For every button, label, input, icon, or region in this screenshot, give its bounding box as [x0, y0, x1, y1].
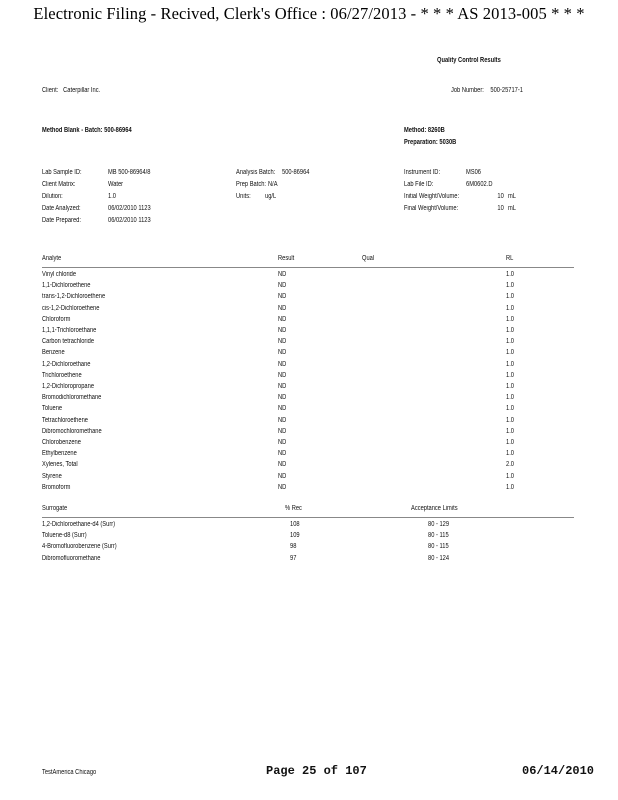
analyte-result: ND [278, 360, 287, 368]
meta-label: Client Matrix: [42, 181, 76, 188]
analyte-result: ND [278, 327, 287, 334]
analyte-result: ND [278, 439, 287, 446]
analyte-result: ND [278, 282, 287, 290]
analyte-name: Chlorobenzene [42, 439, 81, 446]
analyte-rl: 1.0 [506, 349, 514, 357]
meta-value: 1.0 [108, 193, 116, 200]
analyte-name: 1,2-Dichloropropane [42, 383, 95, 390]
meta-label: Analysis Batch: [236, 169, 276, 176]
column-header-rl: RL [506, 255, 514, 262]
analyte-rl: 1.0 [506, 439, 514, 446]
meta-value: 10 [497, 193, 504, 200]
surrogate-limits: 80 - 115 [428, 543, 449, 551]
analyte-name: trans-1,2-Dichloroethene [42, 293, 106, 301]
column-header-qual: Qual [362, 255, 375, 262]
surrogate-name: Toluene-d8 (Surr) [42, 532, 87, 540]
analyte-rl: 1.0 [506, 327, 514, 334]
column-header-acceptance-limits: Acceptance Limits [411, 505, 458, 512]
job-number-label: Job Number: [451, 87, 484, 94]
surrogate-name: 4-Bromofluorobenzene (Surr) [42, 543, 117, 551]
analyte-rl: 2.0 [506, 461, 514, 469]
analyte-rl: 1.0 [506, 427, 514, 435]
analyte-result: ND [278, 315, 287, 323]
analyte-rl: 1.0 [506, 416, 514, 424]
analyte-rl: 1.0 [506, 394, 514, 402]
meta-unit: mL [508, 205, 516, 212]
meta-value: 06/02/2010 1123 [108, 205, 151, 212]
table-header-rule [42, 267, 574, 268]
analyte-result: ND [278, 371, 287, 379]
analyte-name: Trichloroethene [42, 371, 82, 379]
meta-value: MB 500-86964/8 [108, 169, 151, 176]
client-field [42, 87, 100, 94]
analyte-rl: 1.0 [506, 405, 514, 413]
client-value: Caterpillar Inc. [63, 87, 101, 94]
report-title: Quality Control Results [437, 57, 501, 64]
analyte-name: Vinyl chloride [42, 271, 77, 278]
analyte-result: ND [278, 472, 287, 480]
meta-label: Initial Weight/Volume: [404, 193, 460, 200]
analyte-result: ND [278, 338, 287, 346]
analyte-name: Dibromochloromethane [42, 427, 102, 435]
analyte-name: Chloroform [42, 315, 71, 323]
analyte-result: ND [278, 450, 287, 458]
analyte-name: 1,2-Dichloroethane [42, 360, 91, 368]
preparation: Preparation: 5030B [404, 139, 457, 146]
analyte-result: ND [278, 483, 287, 491]
footer-lab-name: TestAmerica Chicago [42, 769, 97, 776]
analyte-name: Carbon tetrachloride [42, 338, 95, 346]
client-label: Client: [42, 87, 59, 94]
surrogate-limits: 80 - 129 [428, 521, 450, 528]
column-header-rec: % Rec [285, 505, 302, 512]
analyte-name: Xylenes, Total [42, 461, 78, 469]
analyte-rl: 1.0 [506, 383, 514, 390]
analyte-rl: 1.0 [506, 360, 514, 368]
column-header-analyte: Analyte [42, 255, 62, 262]
analyte-name: 1,1-Dichloroethene [42, 282, 91, 290]
meta-label: Date Prepared: [42, 217, 81, 224]
analyte-name: 1,1,1-Trichloroethane [42, 327, 97, 334]
meta-label: Lab Sample ID: [42, 169, 82, 176]
analyte-rl: 1.0 [506, 315, 514, 323]
analyte-rl: 1.0 [506, 282, 514, 290]
analyte-name: cis-1,2-Dichloroethene [42, 304, 100, 312]
meta-value: 6M0602.D [466, 181, 493, 188]
analyte-result: ND [278, 394, 287, 402]
analyte-name: Tetrachloroethene [42, 416, 88, 424]
meta-label: Units: [236, 193, 251, 200]
analyte-rl: 1.0 [506, 293, 514, 301]
meta-value: N/A [268, 181, 278, 188]
analyte-rl: 1.0 [506, 450, 514, 458]
meta-label: Lab File ID: [404, 181, 434, 188]
filing-banner: Electronic Filing - Recived, Clerk's Office : 06/27/2013 - * * * AS 2013-005 * * * [33, 4, 585, 23]
job-number-value: 500-25717-1 [490, 87, 523, 94]
analyte-name: Bromoform [42, 483, 71, 491]
job-number-field [451, 87, 523, 94]
analyte-result: ND [278, 383, 287, 390]
table-header-rule [42, 517, 574, 518]
surrogate-rec: 108 [290, 521, 300, 528]
analyte-result: ND [278, 293, 287, 301]
analyte-rl: 1.0 [506, 271, 514, 278]
analyte-result: ND [278, 405, 287, 413]
surrogate-name: Dibromofluoromethane [42, 554, 101, 562]
analyte-result: ND [278, 271, 287, 278]
meta-label: Date Analyzed: [42, 205, 81, 212]
analyte-result: ND [278, 427, 287, 435]
analyte-rl: 1.0 [506, 338, 514, 346]
analyte-result: ND [278, 416, 287, 424]
analyte-result: ND [278, 304, 287, 312]
meta-value: 500-86964 [282, 169, 310, 176]
meta-label: Final Weight/Volume: [404, 205, 459, 212]
surrogate-limits: 80 - 115 [428, 532, 449, 540]
meta-unit: mL [508, 193, 516, 200]
analyte-rl: 1.0 [506, 304, 514, 312]
analyte-result: ND [278, 349, 287, 357]
footer-date: 06/14/2010 [522, 764, 595, 778]
meta-value: MS06 [466, 169, 482, 176]
method: Method: 8260B [404, 127, 445, 134]
column-header-result: Result [278, 255, 295, 262]
analyte-name: Toluene [42, 405, 63, 413]
surrogate-rec: 98 [290, 543, 297, 551]
meta-value: ug/L [265, 193, 277, 200]
analyte-result: ND [278, 461, 287, 469]
analyte-rl: 1.0 [506, 472, 514, 480]
surrogate-rec: 109 [290, 532, 300, 540]
surrogate-limits: 80 - 124 [428, 554, 450, 562]
meta-label: Dilution: [42, 193, 63, 200]
meta-value: 06/02/2010 1123 [108, 217, 151, 224]
analyte-rl: 1.0 [506, 371, 514, 379]
meta-value: 10 [497, 205, 504, 212]
analyte-name: Styrene [42, 472, 62, 480]
footer-page-number: Page 25 of 107 [266, 764, 367, 778]
meta-label: Instrument ID: [404, 169, 441, 176]
analyte-name: Ethylbenzene [42, 450, 77, 458]
analyte-name: Benzene [42, 349, 65, 357]
surrogate-name: 1,2-Dichloroethane-d4 (Surr) [42, 521, 116, 528]
meta-label: Prep Batch: [236, 181, 266, 188]
analyte-rl: 1.0 [506, 483, 514, 491]
analyte-name: Bromodichloromethane [42, 394, 102, 402]
surrogate-rec: 97 [290, 554, 297, 562]
column-header-surrogate: Surrogate [42, 505, 68, 512]
meta-value: Water [108, 181, 124, 188]
method-blank-batch: Method Blank - Batch: 500-86964 [42, 127, 132, 134]
